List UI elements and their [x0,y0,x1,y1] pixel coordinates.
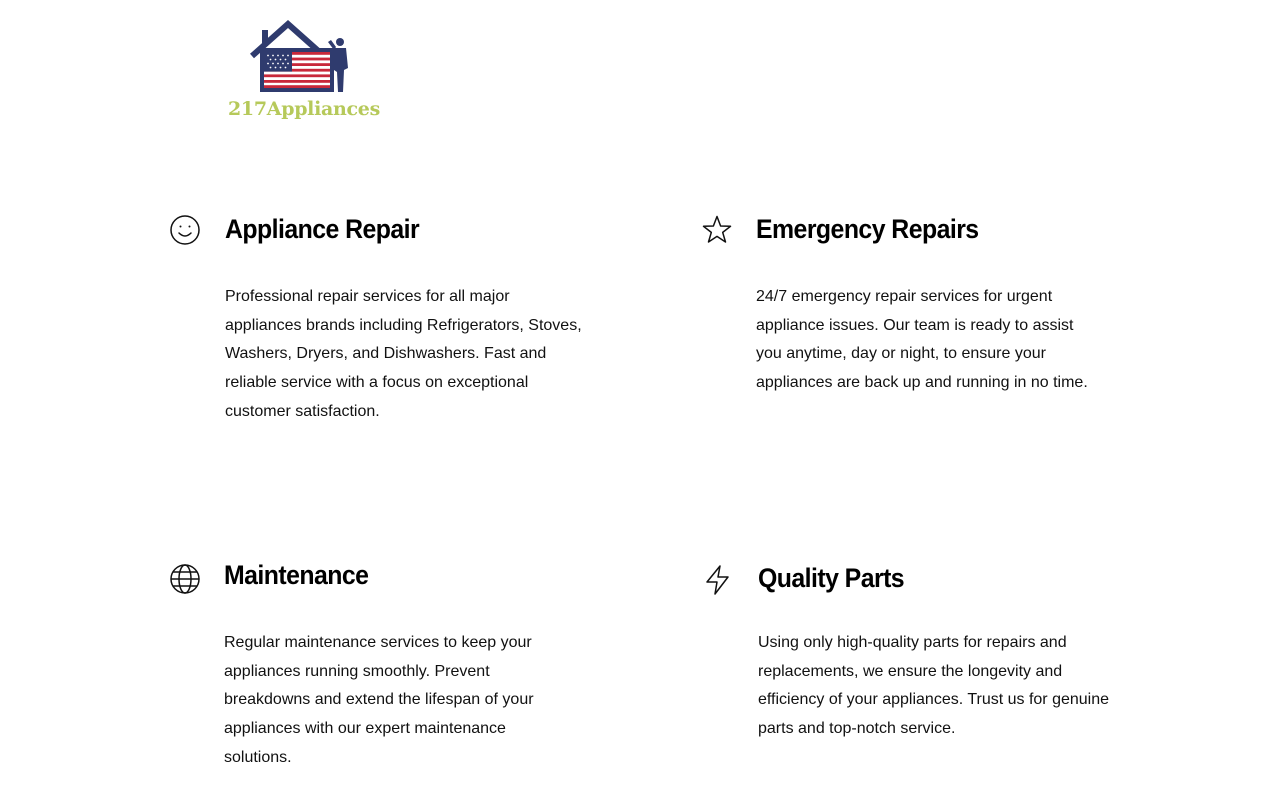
lightning-icon [702,564,734,596]
feature-title: Maintenance [224,560,369,590]
smiley-icon [169,214,201,246]
feature-title: Quality Parts [758,563,905,593]
feature-title: Emergency Repairs [756,214,979,244]
globe-icon [169,563,201,595]
feature-description: Using only high-quality parts for repairs and replacements, we ensure the longevity and efficiency of your appliances. Trust us for genuine parts and top-notch service. [758,634,1110,738]
logo-text: 217Appliances [228,98,380,120]
house-flag-logo-icon [248,20,354,98]
feature-description: 24/7 emergency repair services for urgent appliance issues. Our team is ready to assist you anytime, day or night, to ensure your appliances are back up and running in no time. [756,288,1088,392]
star-icon [701,214,733,246]
site-logo[interactable] [226,14,380,126]
feature-description: Professional repair services for all major appliances brands including Refrigerators, Stoves, Washers, Dryers, and Dishwashers. Fast and reliable service with a focus on exceptional customer satisfaction. [225,288,582,420]
feature-title: Appliance Repair [225,214,420,244]
feature-description: Regular maintenance services to keep your appliances running smoothly. Prevent breakdowns and extend the lifespan of your appliances with our expert maintenance solutions. [224,634,534,766]
